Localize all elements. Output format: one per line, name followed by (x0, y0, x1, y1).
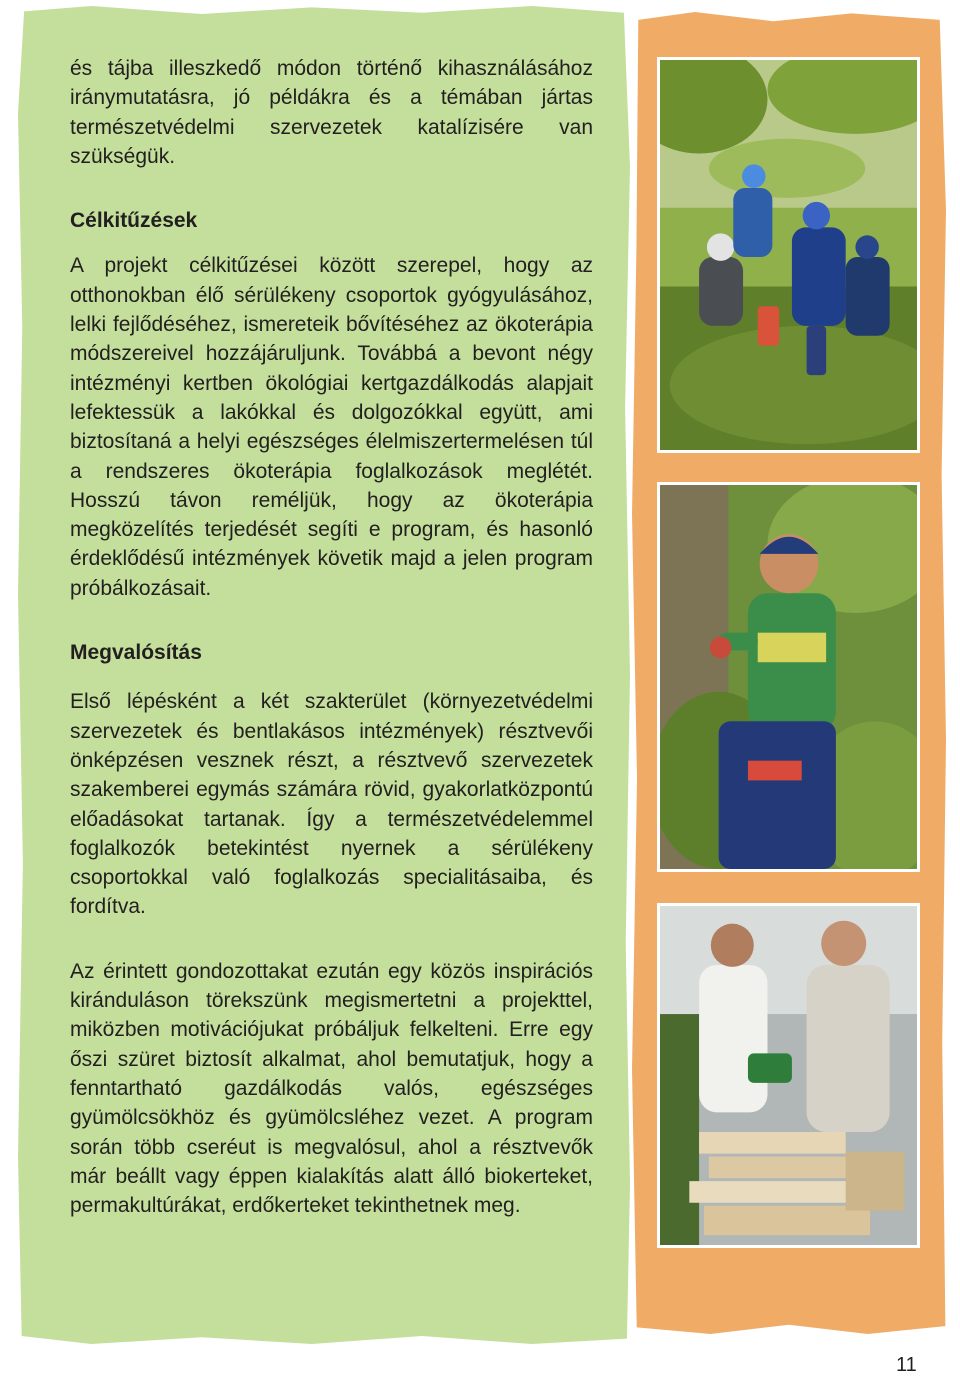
text-column (70, 54, 593, 1220)
photo-boy-picking-apple (657, 482, 920, 872)
photo-children-harvesting (657, 57, 920, 453)
photo-men-woodwork (657, 903, 920, 1248)
intro-paragraph: és tájba illeszkedő módon történő kihasználásához iránymutatásra, jó példákra és a témában jártas természetvédelmi szervezetek katalízisére van szükségük. (70, 57, 593, 168)
page-number: 11 (896, 1354, 917, 1376)
goals-paragraph: A projekt célkitűzései között szerepel, hogy az otthonokban élő sérülékeny csoportok gyógyulásához, lelki fejlődéséhez, ismereteik bővítéséhez az ökoterápia módszereivel hozzájáruljunk. Továbbá a bevont négy intézményi kertben ökológiai kertgazdálkodás alapjait lefektessük a lakókkal és dolgozókkal együtt, ami biztosítaná a helyi egészséges élelmiszertermelésen túl a rendszeres ökoterápia foglalkozások meglétét. Hosszú távon reméljük, hogy az ökoterápia megközelítés terjedését segíti e program, és hasonló érdeklődésű intézmények követik majd a jelen program próbálkozásait. (70, 254, 593, 600)
implementation-paragraph-1: Első lépésként a két szakterület (környezetvédelmi szervezetek és bentlakásos intézmények) résztvevői önképzésen vesznek részt, a résztvevő szervezetek szakemberei egymás számára rövid, gyakorlatközpontú előadásokat tartanak. Így a természetvédelemmel foglalkozók betekintést nyernek a sérülékeny csoportokkal való foglalkozás specialitásaiba, és fordítva. (70, 690, 593, 919)
implementation-paragraph-2: Az érintett gondozottakat ezután egy közös inspirációs kiránduláson törekszünk megismertetni a projekttel, miközben motivációjukat próbáljuk felkelteni. Erre egy őszi szüret biztosít alkalmat, ahol bemutatjuk, hogy a fenntartható gazdálkodás valós, egészséges gyümölcsökhöz és gyümölcsléhez vezet. A program során több cseréut is megvalósul, ahol a résztvevők már beállt vagy éppen kialakítás alatt álló biokerteket, permakultúrákat, erdőkerteket tekinthetnek meg. (70, 959, 593, 1218)
goals-heading: Célkitűzések (70, 209, 198, 233)
implementation-heading: Megvalósítás (70, 641, 202, 665)
